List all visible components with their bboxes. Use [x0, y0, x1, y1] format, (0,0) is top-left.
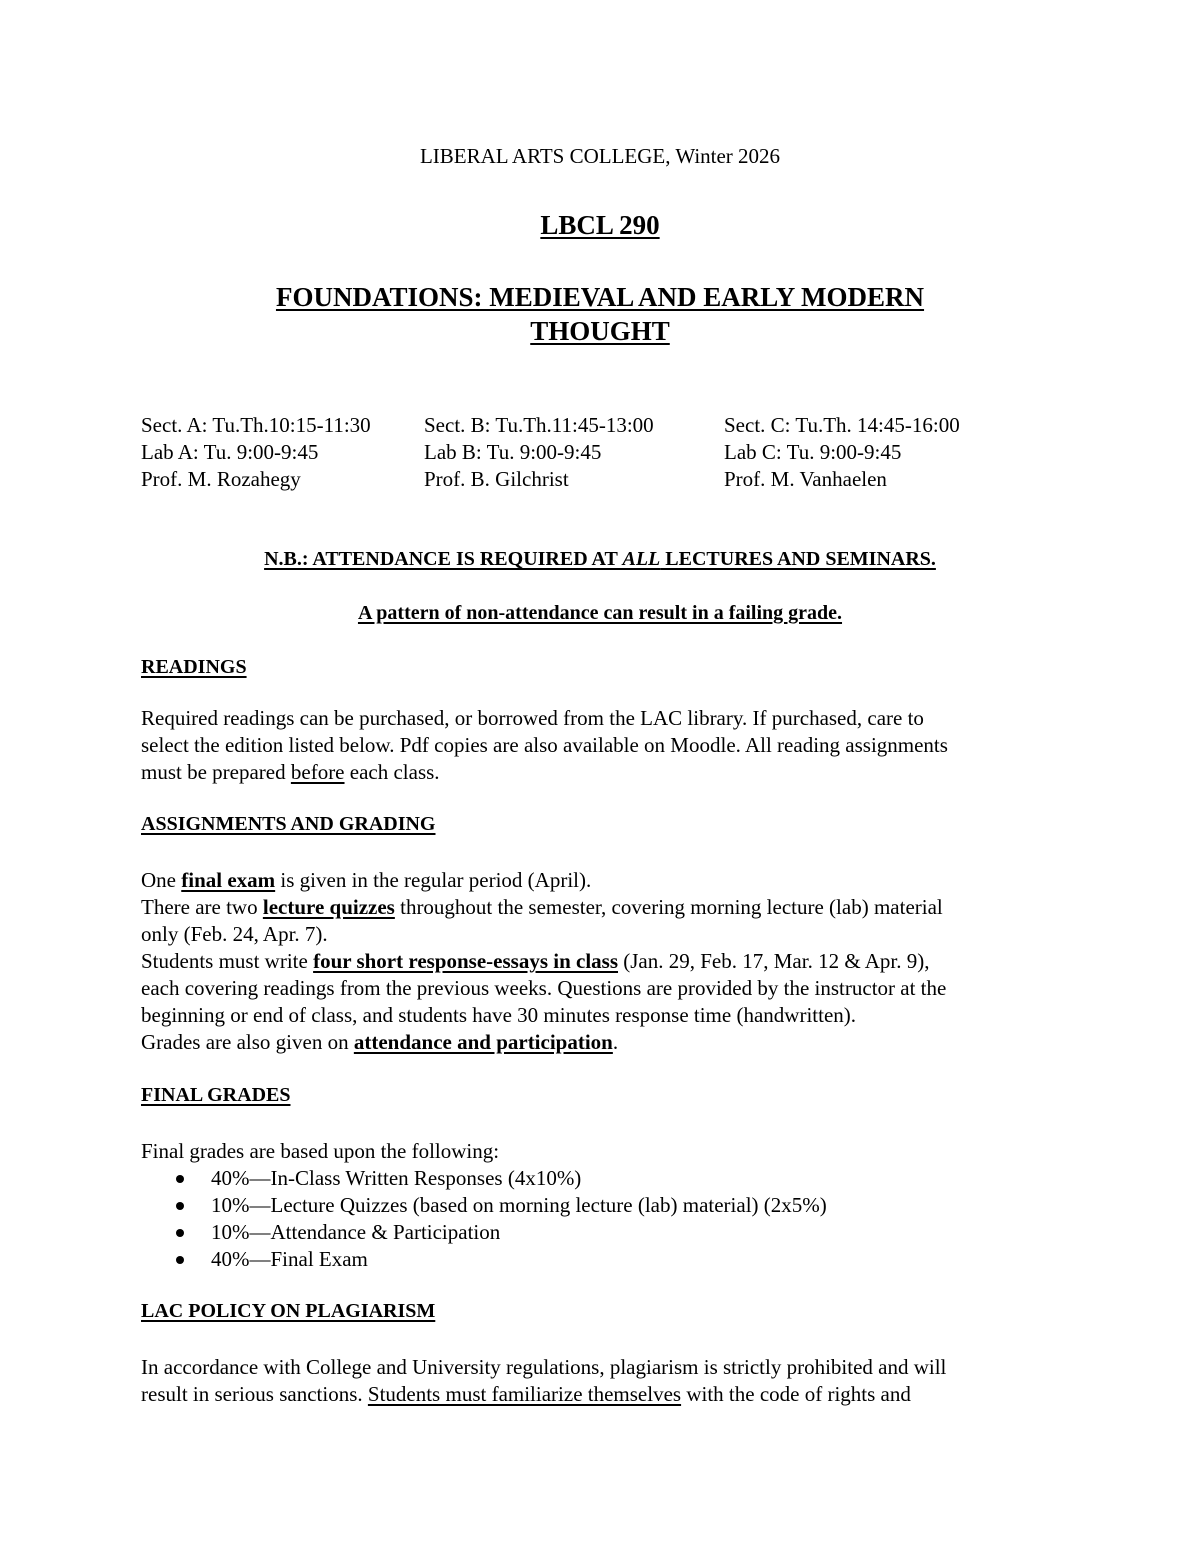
- readings-heading: READINGS: [141, 656, 247, 678]
- attendance-notice: N.B.: ATTENDANCE IS REQUIRED AT ALL LECTURES AND SEMINARS.: [264, 548, 936, 570]
- bullet-icon: [176, 1202, 184, 1210]
- bullet-icon: [176, 1175, 184, 1183]
- prof-b: Prof. B. Gilchrist: [424, 467, 569, 491]
- course-code: LBCL 290: [540, 210, 660, 240]
- readings-line1: Required readings can be purchased, or borrowed from the LAC library. If purchased, care to: [141, 706, 924, 730]
- list-item: 40%—In-Class Written Responses (4x10%): [141, 1165, 1041, 1192]
- attendance-warning: A pattern of non-attendance can result in a failing grade.: [357, 602, 843, 624]
- list-item: 10%—Attendance & Participation: [141, 1219, 1041, 1246]
- course-title-line1: FOUNDATIONS: MEDIEVAL AND EARLY MODERN: [275, 282, 925, 312]
- before-emphasis: before: [290, 760, 345, 784]
- assignments-line2: There are two lecture quizzes throughout the semester, covering morning lecture (lab) material: [141, 895, 943, 919]
- final-grades-list: [141, 1165, 1041, 1273]
- assignments-line4: Students must write four short response-essays in class (Jan. 29, Feb. 17, Mar. 12 & Apr. 9),: [141, 949, 930, 973]
- plagiarism-line2: result in serious sanctions. Students must familiarize themselves with the code of rights and: [141, 1382, 911, 1406]
- plagiarism-heading: LAC POLICY ON PLAGIARISM: [141, 1300, 436, 1322]
- institution-line: LIBERAL ARTS COLLEGE, Winter 2026: [419, 144, 781, 168]
- prof-a: Prof. M. Rozahegy: [141, 467, 301, 491]
- assignments-heading: ASSIGNMENTS AND GRADING: [141, 813, 436, 835]
- lab-c-time: Lab C: Tu. 9:00-9:45: [724, 440, 902, 464]
- section-a-time: Sect. A: Tu.Th.10:15-11:30: [141, 413, 371, 437]
- final-grades-heading: FINAL GRADES: [141, 1084, 291, 1106]
- lab-a-time: Lab A: Tu. 9:00-9:45: [141, 440, 319, 464]
- bullet-icon: [176, 1256, 184, 1264]
- assignments-line3: only (Feb. 24, Apr. 7).: [141, 922, 328, 946]
- assignments-line5: each covering readings from the previous weeks. Questions are provided by the instructor at the: [141, 976, 947, 1000]
- plagiarism-line1: In accordance with College and University regulations, plagiarism is strictly prohibited and will: [141, 1355, 947, 1379]
- lab-b-time: Lab B: Tu. 9:00-9:45: [424, 440, 602, 464]
- section-b-time: Sect. B: Tu.Th.11:45-13:00: [424, 413, 654, 437]
- course-title-line2: THOUGHT: [530, 316, 670, 346]
- prof-c: Prof. M. Vanhaelen: [724, 467, 887, 491]
- readings-line3: must be prepared before each class.: [141, 760, 440, 784]
- list-item: 10%—Lecture Quizzes (based on morning lecture (lab) material) (2x5%): [141, 1192, 1041, 1219]
- readings-line2: select the edition listed below. Pdf copies are also available on Moodle. All reading assignments: [141, 733, 948, 757]
- list-item: 40%—Final Exam: [141, 1246, 1041, 1273]
- bullet-icon: [176, 1229, 184, 1237]
- assignments-line7: Grades are also given on attendance and participation.: [141, 1030, 619, 1054]
- assignments-line1: One final exam is given in the regular period (April).: [141, 868, 592, 892]
- assignments-line6: beginning or end of class, and students have 30 minutes response time (handwritten).: [141, 1003, 857, 1027]
- final-grades-intro: Final grades are based upon the following:: [141, 1139, 500, 1163]
- section-c-time: Sect. C: Tu.Th. 14:45-16:00: [724, 413, 960, 437]
